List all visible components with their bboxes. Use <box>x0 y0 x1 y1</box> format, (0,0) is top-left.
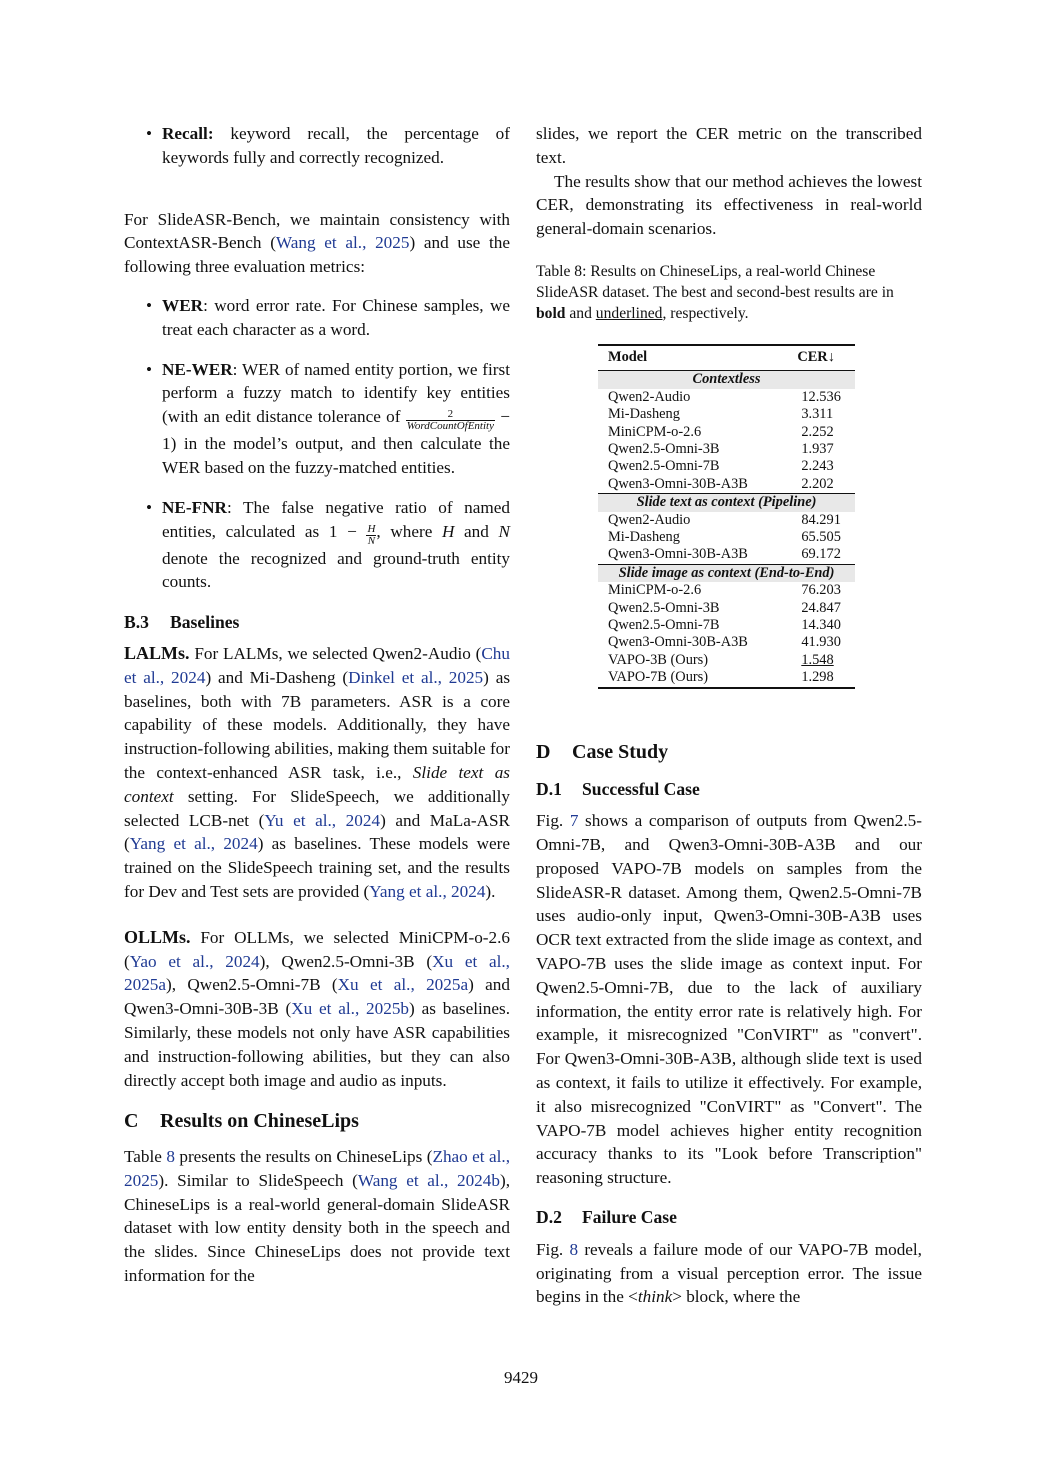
results-paragraph: The results show that our method achieves the lowest CER, demonstrating its effectiveness in real-world general-domain scenarios. <box>536 171 922 239</box>
model-cell: VAPO-7B (Ours) <box>598 669 787 687</box>
table-row <box>598 582 855 599</box>
cer-cell: 65.505 <box>801 529 841 546</box>
table-group-row <box>598 494 855 512</box>
table-row <box>598 476 855 494</box>
cer-cell: 24.847 <box>801 599 841 616</box>
column-header-model: Model <box>598 345 787 371</box>
table-ref-link[interactable]: 8 <box>166 1147 175 1167</box>
citation-link[interactable]: Xu et al., 2025a <box>337 975 469 995</box>
group-label: Contextless <box>598 371 855 389</box>
model-cell: MiniCPM-o-2.6 <box>608 582 702 599</box>
recall-item: • Recall: keyword recall, the percentage of keywords fully and correctly recognized. <box>146 124 510 167</box>
citation-link[interactable]: Yang et al., 2024 <box>369 881 486 901</box>
table-row <box>598 652 855 669</box>
citation-link[interactable]: Chu et al., 2024 <box>124 643 510 687</box>
citation-link[interactable]: Yang et al., 2024 <box>129 834 258 854</box>
cer-cell: 69.172 <box>801 546 841 563</box>
model-cell: Qwen3-Omni-30B-A3B <box>608 475 748 492</box>
table-row <box>598 424 855 441</box>
table-group-row <box>598 371 855 389</box>
table-row <box>598 546 855 564</box>
table-row <box>598 617 855 634</box>
results-table <box>598 344 855 689</box>
cer-cell: 41.930 <box>801 634 841 651</box>
figure-ref-link[interactable]: 8 <box>569 1239 579 1259</box>
table-group-row <box>598 564 855 582</box>
table-row <box>598 441 855 458</box>
cer-cell: 2.252 <box>801 423 834 440</box>
group-label: Slide text as context (Pipeline) <box>598 494 855 512</box>
metrics-intro: For SlideASR-Bench, we maintain consistency with ContextASR-Bench (Wang et al., 2025) and use the following three evaluation metrics: <box>124 209 510 277</box>
cer-cell: 1.298 <box>787 669 855 687</box>
model-cell: Qwen2.5-Omni-3B <box>608 441 720 458</box>
section-heading-d: D Case Study <box>536 740 669 763</box>
citation-link[interactable]: Xu et al., 2025a <box>124 951 510 995</box>
table-row <box>598 529 855 546</box>
model-cell: Qwen2-Audio <box>608 511 691 528</box>
recall-text: keyword recall, the percentage of keywords fully and correctly recognized. <box>162 124 510 167</box>
citation-link[interactable]: Dinkel et al., 2025 <box>348 667 484 687</box>
metrics-list <box>124 294 510 594</box>
right-column <box>536 122 922 1309</box>
citation-link[interactable]: Xu et al., 2025b <box>291 999 410 1019</box>
table-body <box>598 371 855 688</box>
citation-link[interactable]: Yu et al., 2024 <box>264 810 381 830</box>
table-row <box>598 634 855 651</box>
fraction: $\frac{H}{N}$ <box>367 522 376 547</box>
left-column <box>124 122 510 1288</box>
table-row <box>598 458 855 475</box>
group-label: Slide image as context (End-to-End) <box>598 564 855 582</box>
citation-link[interactable]: Yao et al., 2024 <box>129 951 260 971</box>
cer-cell: 2.243 <box>801 458 834 475</box>
cer-cell: 14.340 <box>801 617 841 634</box>
cer-cell: 76.203 <box>801 582 841 599</box>
model-cell: Mi-Dasheng <box>608 529 680 546</box>
successful-case-paragraph: Fig. 7 shows a comparison of outputs from Qwen2.5-Omni-7B, and Qwen3-Omni-30B-A3B and our proposed VAPO-7B models on samples from the SlideASR-R dataset. Among them, Qwen2.5-Omni-7B uses audio-only input, Qwen3-Omni-30B-A3B uses OCR text extracted from the slide image as context, and VAPO-7B uses the slide image as context input. For Qwen2.5-Omni-7B, due to the lack of auxiliary information, the entity error rate is relatively high. For example, it misrecognized "ConVIRT" as "convert". For Qwen3-Omni-30B-A3B, although slide text is used as context, it fails to utilize it effectively. For example, it also misrecognized "ConVIRT" as "Convert". The VAPO-7B model achieves higher entity recognition accuracy thanks to its "Look before Transcription" reasoning structure. <box>536 811 922 1188</box>
citation-link[interactable]: Wang et al., 2024b <box>357 1170 500 1190</box>
model-cell: Qwen2.5-Omni-3B <box>608 599 720 616</box>
model-cell: Qwen3-Omni-30B-A3B <box>608 546 748 563</box>
table-row <box>598 406 855 423</box>
citation-link[interactable]: Wang et al., 2025 <box>275 233 410 253</box>
section-heading-b3: B.3 Baselines <box>124 612 240 633</box>
cer-cell: 1.937 <box>801 441 834 458</box>
model-cell: MiniCPM-o-2.6 <box>608 423 702 440</box>
table-caption: Table 8: Results on ChineseLips, a real-world Chinese SlideASR dataset. The best and second-best results are in bold and underlined, respectively. <box>536 262 894 322</box>
model-cell: Qwen2.5-Omni-7B <box>608 617 720 634</box>
page-number: 9429 <box>504 1368 538 1387</box>
table-row <box>598 600 855 617</box>
section-heading-d2: D.2 Failure Case <box>536 1207 677 1228</box>
cer-cell: 84.291 <box>801 511 841 528</box>
chineselips-paragraph: Table 8 presents the results on ChineseLips (Zhao et al., 2025). Similar to SlideSpeech (Wang et al., 2024b), ChineseLips is a real-world general-domain SlideASR dataset with low entity density both in the speech and the slides. Since ChineseLips does not provide text information for the <box>124 1147 510 1286</box>
ollms-paragraph: OLLMs. For OLLMs, we selected MiniCPM-o-2.6 (Yao et al., 2024), Qwen2.5-Omni-3B (Xu et al., 2025a), Qwen2.5-Omni-7B (Xu et al., 2025a) and Qwen3-Omni-30B-3B (Xu et al., 2025b) as baselines. Similarly, these models not only have ASR capabilities and instruction-following abilities, but they can also directly accept both image and audio as inputs. <box>124 926 510 1090</box>
citation-link[interactable]: Zhao et al., 2025 <box>124 1147 510 1190</box>
model-cell: Qwen3-Omni-30B-A3B <box>608 634 748 651</box>
table-row <box>598 512 855 529</box>
nefnr-item: • NE-FNR: The false negative ratio of named entities, calculated as 1 − $\frac{H}{N}$ , where H and N denote the recognized and ground-truth entity counts. <box>146 497 510 592</box>
model-cell: Qwen2.5-Omni-7B <box>608 458 720 475</box>
section-heading-d1: D.1 Successful Case <box>536 778 700 799</box>
section-heading-c: C Results on ChineseLips <box>124 1110 359 1133</box>
model-cell: VAPO-3B (Ours) <box>608 651 709 668</box>
figure-ref-link[interactable]: 7 <box>569 811 579 831</box>
recall-list <box>124 122 510 170</box>
failure-case-paragraph: Fig. 8 reveals a failure mode of our VAPO-7B model, originating from a visual perception error. The issue begins in the <think> block, where the <box>536 1239 922 1307</box>
table-header-row <box>598 345 855 371</box>
recall-term: Recall: <box>162 124 214 143</box>
wer-item: • WER: word error rate. For Chinese samples, we treat each character as a word. <box>146 295 510 339</box>
table-row <box>598 669 855 687</box>
fraction: $\frac{2}{\text{WordCountOfEntity}}$ <box>406 408 494 433</box>
cer-paragraph: slides, we report the CER metric on the transcribed text. <box>536 124 922 167</box>
cer-cell: 1.548 <box>801 651 834 668</box>
lalms-paragraph: LALMs. For LALMs, we selected Qwen2-Audio (Chu et al., 2024) and Mi-Dasheng (Dinkel et al., 2025) as baselines, both with 7B parameters. ASR is a core capability of these models. Additionally, they have instruction-following abilities, making them suitable for the context-enhanced ASR task, i.e., Slide text as context setting. For SlideSpeech, we additionally selected LCB-net (Yu et al., 2024) and MaLa-ASR (Yang et al., 2024) as baselines. These models were trained on the SlideSpeech training set, and the results for Dev and Test sets are provided (Yang et al., 2024). <box>124 642 511 901</box>
model-cell: Qwen2-Audio <box>608 388 691 405</box>
cer-cell: 12.536 <box>801 388 841 405</box>
cer-cell: 2.202 <box>801 475 834 492</box>
model-cell: Mi-Dasheng <box>608 406 680 423</box>
column-header-cer: CER↓ <box>787 345 855 371</box>
newer-item: • NE-WER: WER of named entity portion, we first perform a fuzzy match to identify key entities (with an edit distance tolerance of $\frac{2}{\text{WordCountOfEntity}}$ − 1) in the model’s output, and then calculate the WER based on the fuzzy-matched entities. <box>146 359 510 477</box>
table-row <box>598 389 855 406</box>
cer-cell: 3.311 <box>801 406 834 423</box>
